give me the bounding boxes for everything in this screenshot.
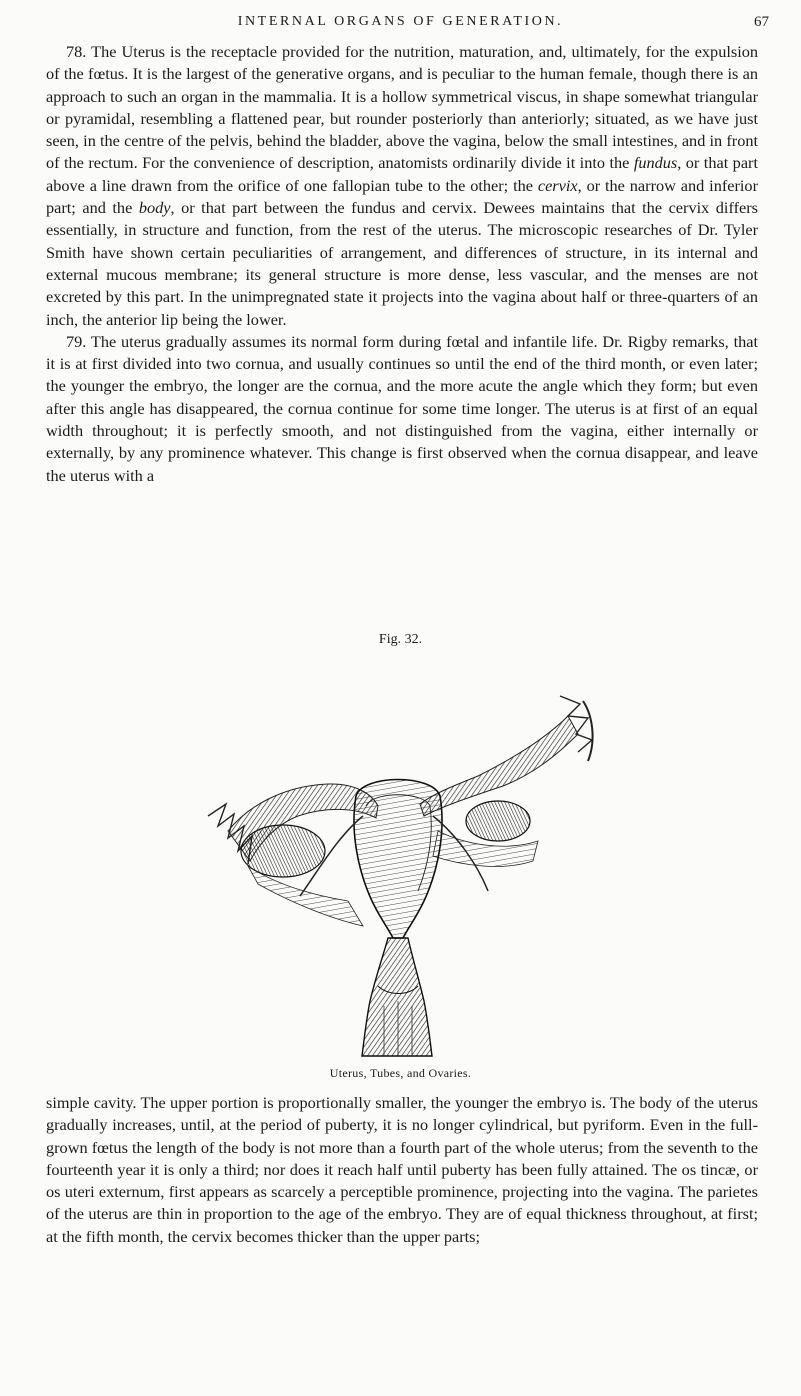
paragraph-79: 79. The uterus gradually assumes its normal form during fœtal and infantile life. Dr. Rigby remarks, that it is at first divided into two cornua, and usually continues so until the end of the third month, or even later; the younger the embryo, the longer are the cornua, and the more acute the angle which they form; but even after this angle has disappeared, the cornua continue for some time longer. The uterus is at first of an equal width throughout; it is perfectly smooth, and not distinguished from the vagina, either internally or externally, by any prominence whatever. This change is first observed when the cornua disappear, and leave the uterus with a bbox=[46, 331, 758, 485]
text-block-lower bbox=[46, 1092, 758, 1248]
running-head bbox=[0, 14, 801, 36]
figure-label: Fig. 32. bbox=[378, 632, 423, 647]
figure-caption: Uterus, Tubes, and Ovaries. bbox=[329, 1066, 472, 1080]
small-caps-term: The Uterus bbox=[91, 42, 165, 61]
running-title: INTERNAL ORGANS OF GENERATION. bbox=[237, 14, 564, 29]
uterus-engraving bbox=[188, 656, 608, 1061]
paragraph-78: 78. The Uterus is the receptacle provided for the nutrition, maturation, and, ultimately, for the expulsion of the fœtus. It is the largest of the generative organs, and is peculiar to the human female, though there is an approach to such an organ in the mammalia. It is a hollow symmetrical viscus, in shape somewhat triangular or pyramidal, resembling a flattened pear, but rounder posteriorly than anteriorly; situated, as we have just seen, in the centre of the pelvis, behind the bladder, above the vagina, below the small intestines, and in front of the rectum. For the convenience of description, anatomists ordinarily divide it into the fundus, or that part above a line drawn from the orifice of one fallopian tube to the other; the cervix, or the narrow and inferior part; and the body, or that part between the fundus and cervix. Dewees maintains that the cervix differs essentially, in structure and function, from the rest of the uterus. The microscopic researches of Dr. Tyler Smith have shown certain peculiarities of arrangement, and differences of structure, in its internal and external mucous membrane; its general structure is more dense, less vascular, and the menses are not excreted by this part. In the unimpregnated state it projects into the vagina about half or three-quarters of an inch, the anterior lip being the lower. bbox=[46, 42, 759, 329]
term-cervix: cervix bbox=[537, 175, 578, 195]
uterus-illustration bbox=[188, 656, 608, 1061]
paragraph-number: 78. bbox=[66, 42, 87, 61]
text-block-upper bbox=[46, 41, 758, 487]
page-number: 67 bbox=[754, 14, 769, 30]
paragraph-continuation: simple cavity. The upper portion is proportionally smaller, the younger the embryo is. The body of the uterus gradually increases, until, at the period of puberty, it is no longer cylindrical, but pyriform. Even in the full-grown fœtus the length of the body is not more than a fourth part of the whole uterus; from the seventh to the fourteenth year it is only a third; nor does it reach half until puberty has been fully attained. The os tincæ, or os uteri externum, first appears as scarcely a perceptible prominence, projecting into the vagina. The parietes of the uterus are thin in proportion to the age of the embryo. They are of equal thickness throughout, at first; at the fifth month, the cervix becomes thicker than the upper parts; bbox=[46, 1093, 758, 1246]
term-fundus: fundus bbox=[633, 153, 678, 173]
term-body: body bbox=[138, 198, 171, 218]
